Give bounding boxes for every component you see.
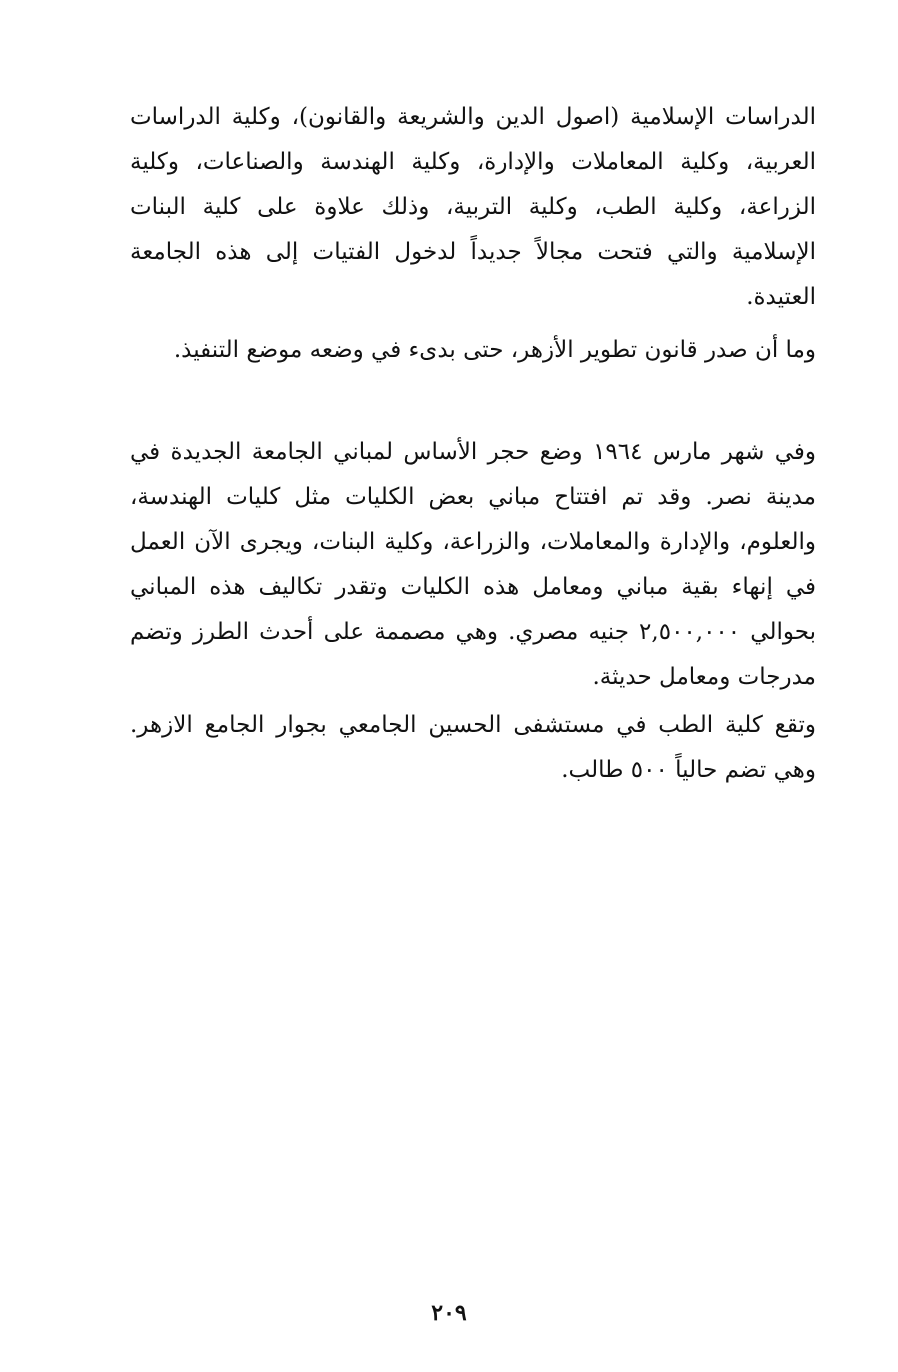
paragraph-medicine-faculty: وتقع كلية الطب في مستشفى الحسين الجامعي بجوار الجامع الازهر. وهي تضم حالياً ٥٠٠ طالب. [130, 712, 816, 783]
page-number: ٢٠٩ [431, 1300, 467, 1326]
paragraph-development-law: وما أن صدر قانون تطوير الأزهر، حتى بدىء في وضعه موضع التنفيذ. [173, 337, 816, 363]
paragraph-faculties: الدراسات الإسلامية (اصول الدين والشريعة والقانون)، وكلية الدراسات العربية، وكلية المعاملات والإدارة، وكلية الهندسة والصناعات، وكلية الزراعة، وكلية الطب، وكلية التربية، وذلك علاوة على كلية البنات الإسلامية والتي فتحت مجالاً جديداً لدخول الفتيات إلى هذه الجامعة العتيدة. [130, 104, 816, 310]
paragraph-new-campus: وفي شهر مارس ١٩٦٤ وضع حجر الأساس لمباني الجامعة الجديدة في مدينة نصر. وقد تم افتتاح مباني بعض الكليات مثل كليات الهندسة، والعلوم، والإدارة والمعاملات، والزراعة، وكلية البنات، ويجرى الآن العمل في إنهاء بقية مباني ومعامل هذه الكليات وتقدر تكاليف هذه المباني بحوالي ٢,٥٠٠,٠٠٠ جنيه مصري. وهي مصممة على أحدث الطرز وتضم مدرجات ومعامل حديثة. [130, 439, 816, 690]
